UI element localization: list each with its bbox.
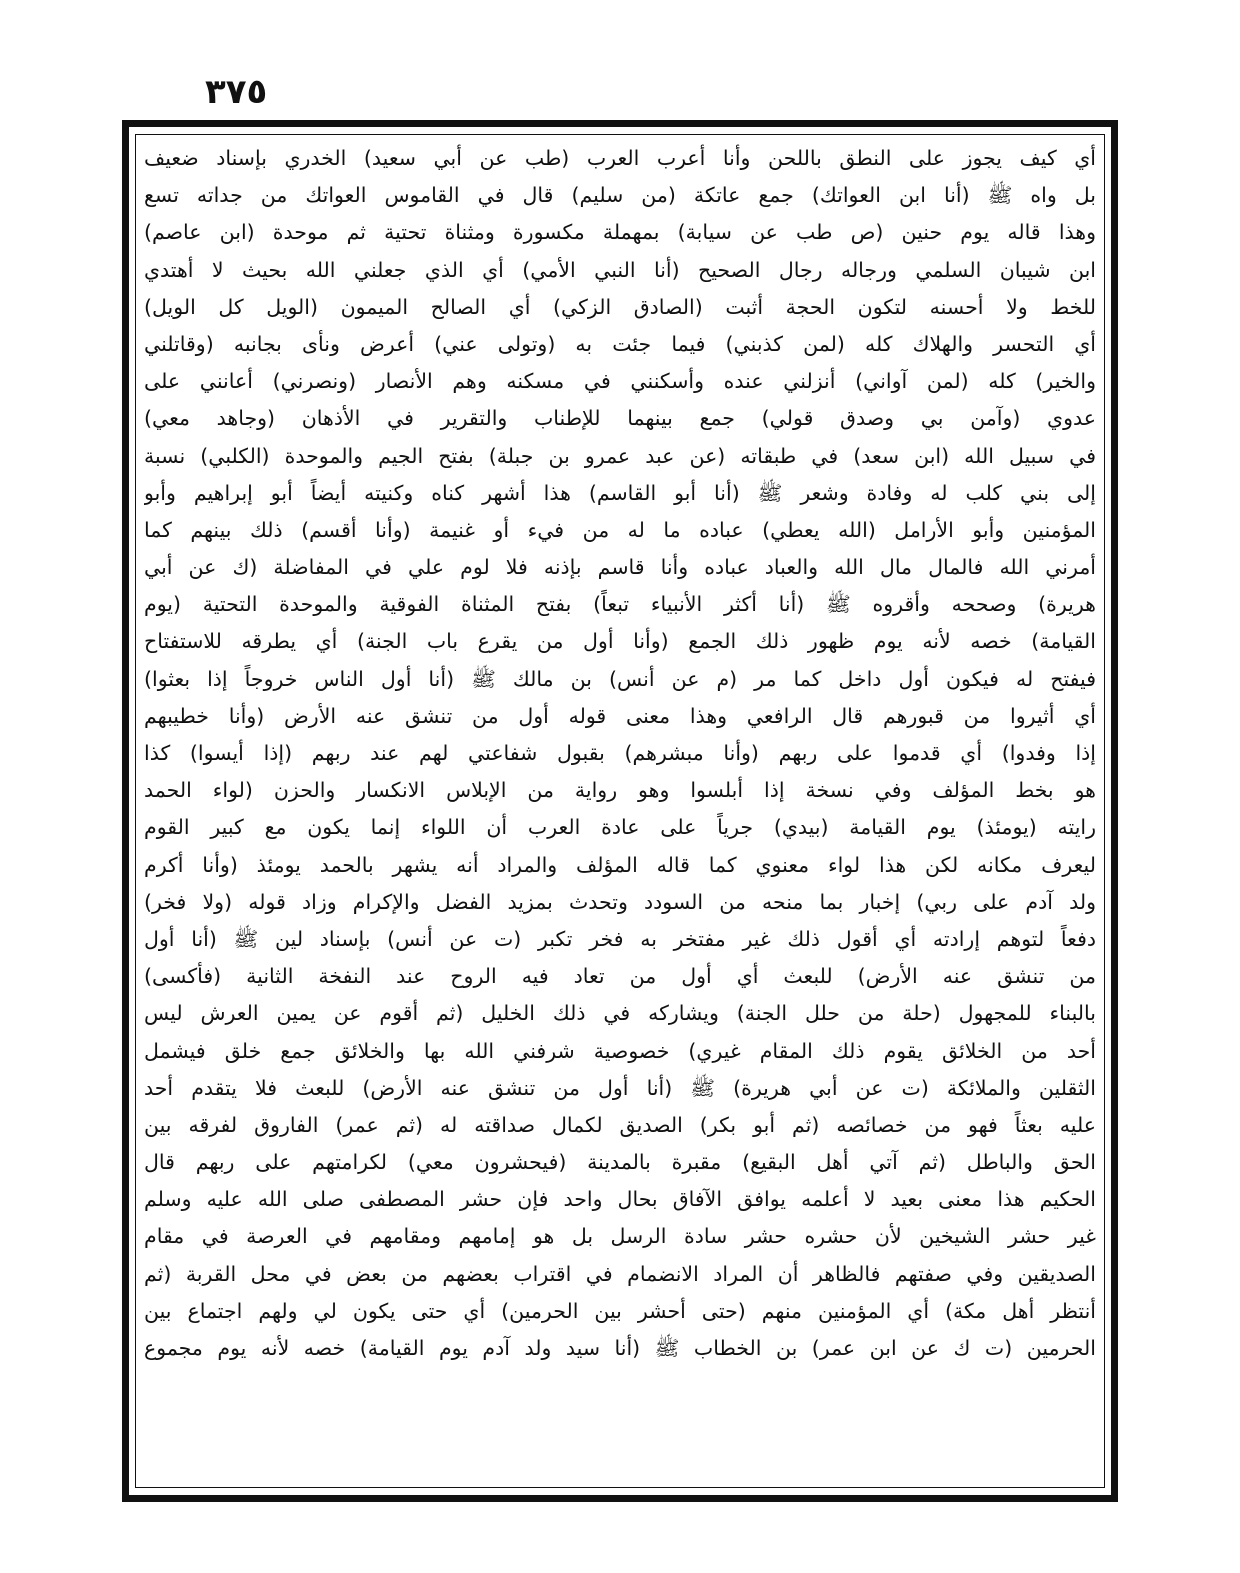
- text-line: [144, 1367, 1096, 1404]
- text-line: وهذا قاله يوم حنين (ص طب عن سيابة) بمهملة مكسورة ومثناة تحتية ثم موحدة (ابن عاصم): [144, 220, 1096, 245]
- text-line: هو بخط المؤلف وفي نسخة إذا أبلسوا وهو رواية من الإبلاس الانكسار والحزن (لواء الحمد: [144, 778, 1096, 803]
- text-line: إلى بني كلب له وفادة وشعر ﷺ (أنا أبو القاسم) هذا أشهر كناه وكنيته أيضاً أبو إبراهيم وأبو: [144, 480, 1096, 505]
- text-line: بل واه ﷺ (أنا ابن العواتك) جمع عاتكة (من سليم) قال في القاموس العواتك من جداته تسع: [144, 183, 1096, 208]
- text-line: الحرمين (ت ك عن ابن عمر) بن الخطاب ﷺ (أنا سيد ولد آدم يوم القيامة) خصه لأنه يوم مجموع: [144, 1336, 1096, 1360]
- text-line: القيامة) خصه لأنه يوم ظهور ذلك الجمع (وأنا أول من يقرع باب الجنة) أي يطرقه للاستفتاح: [144, 629, 1096, 654]
- text-line: أي التحسر والهلاك كله (لمن كذبني) فيما جئت به (وتولى عني) أعرض ونأى بجانبه (وقاتلني: [144, 331, 1096, 356]
- text-line: غير حشر الشيخين لأن حشره حشر سادة الرسل بل هو إمامهم ومقامهم في العرصة في مقام: [144, 1224, 1096, 1249]
- text-line: أي كيف يجوز على النطق باللحن وأنا أعرب العرب (طب عن أبي سعيد) الخدري بإسناد ضعيف: [144, 146, 1096, 170]
- text-line: الحق والباطل (ثم آتي أهل البقيع) مقبرة بالمدينة (فيحشرون معي) لكرامتهم على ربهم قال: [144, 1150, 1096, 1175]
- text-line: المؤمنين وأبو الأرامل (الله يعطي) عباده ما له من فيء أو غنيمة (وأنا أقسم) ذلك بينهم كما: [144, 517, 1096, 542]
- text-line: أحد من الخلائق يقوم ذلك المقام غيري) خصوصية شرفني الله بها والخلائق جمع خلق فيشمل: [144, 1038, 1096, 1063]
- page-number: ٣٧٥: [205, 72, 268, 112]
- text-line: [144, 1404, 1096, 1441]
- text-line: ليعرف مكانه لكن هذا لواء معنوي كما قاله المؤلف والمراد أنه يشهر بالحمد يومئذ (وأنا أكرم: [144, 852, 1096, 877]
- text-line: الحكيم هذا معنى بعيد لا أعلمه يوافق الآفاق بحال واحد فإن حشر المصطفى صلى الله عليه وسلم: [144, 1187, 1096, 1212]
- text-line: عليه بعثاً فهو من خصائصه (ثم أبو بكر) الصديق لكمال صداقته له (ثم عمر) الفاروق لفرقه بين: [144, 1112, 1096, 1137]
- text-line: الثقلين والملائكة (ت عن أبي هريرة) ﷺ (أنا أول من تنشق عنه الأرض) للبعث فلا يتقدم أحد: [144, 1075, 1096, 1100]
- text-line: الصديقين وفي صفتهم فالظاهر أن المراد الانضمام في اقتراب بعضهم من بعض في محل القربة (ثم: [144, 1261, 1096, 1286]
- text-line: فيفتح له فيكون أول داخل كما مر (م عن أنس) بن مالك ﷺ (أنا أول الناس خروجاً إذا بعثوا): [144, 666, 1096, 691]
- text-line: ابن شيبان السلمي ورجاله رجال الصحيح (أنا النبي الأمي) أي الذي جعلني الله بحيث لا أهتدي: [144, 257, 1096, 282]
- text-line: في سبيل الله (ابن سعد) في طبقاته (عن عبد عمرو بن جبلة) بفتح الجيم والموحدة (الكلبي) نسبة: [144, 443, 1096, 468]
- text-line: من تنشق عنه الأرض) للبعث أي أول من تعاد فيه الروح عند النفخة الثانية (فأكسى): [144, 964, 1096, 989]
- text-line: للخط ولا أحسنه لتكون الحجة أثبت (الصادق الزكي) أي الصالح الميمون (الويل كل الويل): [144, 294, 1096, 319]
- text-line: ولد آدم على ربي) إخبار بما منحه من السودد وتحدث بمزيد الفضل والإكرام وزاد قوله (ولا فخر): [144, 889, 1096, 914]
- text-line: هريرة) وصححه وأقروه ﷺ (أنا أكثر الأنبياء تبعاً) بفتح المثناة الفوقية والموحدة التحتية (يوم: [144, 592, 1096, 617]
- text-line: [144, 1442, 1096, 1479]
- text-line: والخير) كله (لمن آواني) أنزلني عنده وأسكنني في مسكنه وهم الأنصار (ونصرني) أعانني على: [144, 369, 1096, 394]
- text-line: إذا وفدوا) أي قدموا على ربهم (وأنا مبشرهم) بقبول شفاعتي لهم عند ربهم (إذا أيسوا) كذا: [144, 741, 1096, 765]
- text-line: بالبناء للمجهول (حلة من حلل الجنة) ويشاركه في ذلك الخليل (ثم أقوم عن يمين العرش ليس: [144, 1001, 1096, 1026]
- text-line: أي أثيروا من قبورهم قال الرافعي وهذا معنى قوله أول من تنشق عنه الأرض (وأنا خطيبهم: [144, 703, 1096, 728]
- text-line: عدوي (وآمن بي وصدق قولي) جمع بينهما للإطناب والتقرير في الأذهان (وجاهد معي): [144, 406, 1096, 431]
- text-line: دفعاً لتوهم إرادته أي أقول ذلك غير مفتخر به فخر تكبر (ت عن أنس) بإسناد لين ﷺ (أنا أول: [144, 926, 1096, 951]
- text-line: أمرني الله فالمال مال الله والعباد عباده وأنا قاسم بإذنه فلا لوم علي في المفاضلة (ك عن أبي: [144, 555, 1096, 580]
- text-line: رايته (يومئذ) يوم القيامة (بيدي) جرياً على عادة العرب أن اللواء إنما يكون مع كبير القوم: [144, 815, 1096, 840]
- body-text: [144, 140, 1096, 1480]
- text-line: أنتظر أهل مكة) أي المؤمنين منهم (حتى أحشر بين الحرمين) أي حتى يكون لي ولهم اجتماع بين: [144, 1298, 1096, 1323]
